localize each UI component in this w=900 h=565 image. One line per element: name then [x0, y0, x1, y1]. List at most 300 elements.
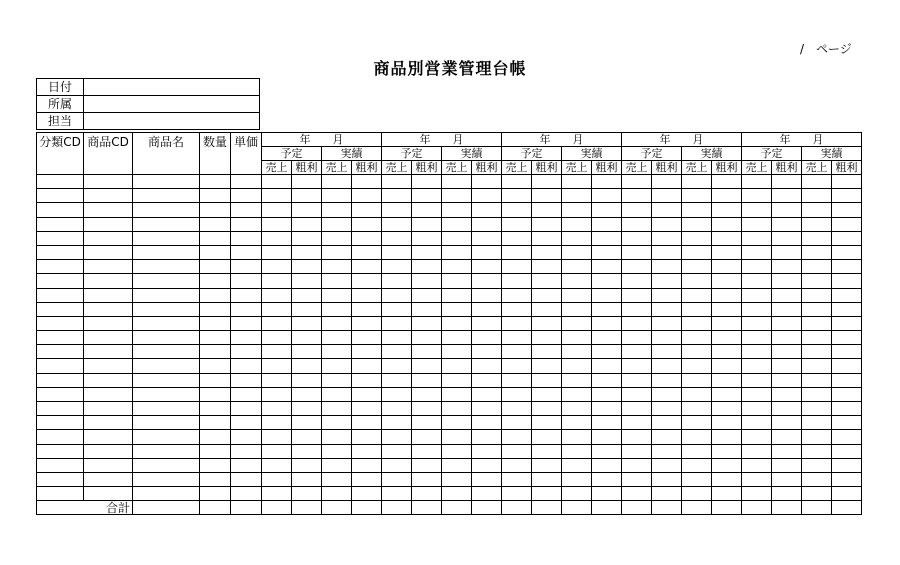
table-cell[interactable]: [652, 458, 682, 472]
table-cell[interactable]: [772, 430, 802, 444]
table-cell[interactable]: [352, 274, 382, 288]
table-cell[interactable]: [622, 416, 652, 430]
table-cell[interactable]: [442, 444, 472, 458]
table-cell[interactable]: [652, 288, 682, 302]
table-cell[interactable]: [472, 487, 502, 501]
table-cell[interactable]: [37, 316, 84, 330]
table-cell[interactable]: [292, 302, 322, 316]
table-cell[interactable]: [200, 359, 231, 373]
table-cell[interactable]: [292, 217, 322, 231]
table-cell[interactable]: [502, 331, 532, 345]
table-cell[interactable]: [652, 203, 682, 217]
table-cell[interactable]: [592, 316, 622, 330]
table-cell[interactable]: [682, 302, 712, 316]
table-cell[interactable]: [37, 444, 84, 458]
table-cell[interactable]: [133, 416, 200, 430]
table-cell[interactable]: [652, 345, 682, 359]
table-cell[interactable]: [502, 274, 532, 288]
total-cell[interactable]: [652, 501, 682, 515]
table-cell[interactable]: [322, 487, 352, 501]
table-cell[interactable]: [652, 430, 682, 444]
table-cell[interactable]: [772, 231, 802, 245]
table-cell[interactable]: [742, 458, 772, 472]
table-cell[interactable]: [682, 430, 712, 444]
table-cell[interactable]: [802, 444, 832, 458]
table-cell[interactable]: [622, 302, 652, 316]
table-cell[interactable]: [133, 444, 200, 458]
table-cell[interactable]: [832, 487, 862, 501]
table-cell[interactable]: [472, 217, 502, 231]
table-cell[interactable]: [84, 189, 133, 203]
table-cell[interactable]: [84, 416, 133, 430]
table-cell[interactable]: [262, 444, 292, 458]
table-cell[interactable]: [652, 487, 682, 501]
table-cell[interactable]: [712, 288, 742, 302]
table-cell[interactable]: [442, 387, 472, 401]
table-cell[interactable]: [502, 345, 532, 359]
table-cell[interactable]: [262, 288, 292, 302]
table-cell[interactable]: [292, 260, 322, 274]
table-cell[interactable]: [412, 288, 442, 302]
table-cell[interactable]: [412, 217, 442, 231]
table-cell[interactable]: [442, 231, 472, 245]
table-cell[interactable]: [200, 402, 231, 416]
table-cell[interactable]: [832, 331, 862, 345]
table-cell[interactable]: [622, 345, 652, 359]
table-cell[interactable]: [592, 373, 622, 387]
table-cell[interactable]: [472, 373, 502, 387]
table-cell[interactable]: [292, 402, 322, 416]
table-cell[interactable]: [37, 245, 84, 259]
table-cell[interactable]: [682, 416, 712, 430]
table-cell[interactable]: [382, 373, 412, 387]
table-cell[interactable]: [352, 472, 382, 486]
total-cell[interactable]: [231, 501, 262, 515]
table-cell[interactable]: [652, 245, 682, 259]
table-cell[interactable]: [200, 203, 231, 217]
table-cell[interactable]: [652, 416, 682, 430]
table-cell[interactable]: [133, 402, 200, 416]
table-cell[interactable]: [802, 245, 832, 259]
table-cell[interactable]: [442, 472, 472, 486]
table-cell[interactable]: [562, 345, 592, 359]
table-cell[interactable]: [292, 245, 322, 259]
table-cell[interactable]: [502, 316, 532, 330]
table-cell[interactable]: [712, 472, 742, 486]
table-cell[interactable]: [502, 402, 532, 416]
table-cell[interactable]: [562, 175, 592, 189]
table-cell[interactable]: [472, 472, 502, 486]
table-cell[interactable]: [231, 175, 262, 189]
table-cell[interactable]: [262, 430, 292, 444]
table-cell[interactable]: [200, 231, 231, 245]
table-cell[interactable]: [262, 472, 292, 486]
table-cell[interactable]: [742, 203, 772, 217]
table-cell[interactable]: [832, 359, 862, 373]
table-cell[interactable]: [562, 316, 592, 330]
table-cell[interactable]: [84, 359, 133, 373]
table-cell[interactable]: [442, 274, 472, 288]
table-cell[interactable]: [231, 458, 262, 472]
table-cell[interactable]: [262, 274, 292, 288]
table-cell[interactable]: [622, 373, 652, 387]
table-cell[interactable]: [412, 245, 442, 259]
table-cell[interactable]: [742, 373, 772, 387]
table-cell[interactable]: [472, 430, 502, 444]
table-cell[interactable]: [292, 288, 322, 302]
table-cell[interactable]: [292, 387, 322, 401]
table-cell[interactable]: [200, 430, 231, 444]
info-value-field[interactable]: [84, 79, 260, 96]
table-cell[interactable]: [592, 359, 622, 373]
table-cell[interactable]: [682, 487, 712, 501]
table-cell[interactable]: [622, 189, 652, 203]
table-cell[interactable]: [292, 203, 322, 217]
total-cell[interactable]: [133, 501, 200, 515]
table-cell[interactable]: [37, 231, 84, 245]
table-cell[interactable]: [133, 203, 200, 217]
table-cell[interactable]: [742, 288, 772, 302]
table-cell[interactable]: [322, 359, 352, 373]
table-cell[interactable]: [352, 402, 382, 416]
table-cell[interactable]: [832, 189, 862, 203]
total-cell[interactable]: [262, 501, 292, 515]
table-cell[interactable]: [622, 288, 652, 302]
table-cell[interactable]: [231, 217, 262, 231]
table-cell[interactable]: [472, 260, 502, 274]
table-cell[interactable]: [442, 331, 472, 345]
table-cell[interactable]: [382, 260, 412, 274]
table-cell[interactable]: [802, 175, 832, 189]
table-cell[interactable]: [292, 331, 322, 345]
info-value-field[interactable]: [84, 113, 260, 130]
table-cell[interactable]: [592, 487, 622, 501]
table-cell[interactable]: [412, 231, 442, 245]
table-cell[interactable]: [84, 260, 133, 274]
table-cell[interactable]: [652, 387, 682, 401]
table-cell[interactable]: [382, 487, 412, 501]
table-cell[interactable]: [382, 231, 412, 245]
table-cell[interactable]: [502, 387, 532, 401]
table-cell[interactable]: [200, 444, 231, 458]
table-cell[interactable]: [352, 487, 382, 501]
table-cell[interactable]: [592, 217, 622, 231]
table-cell[interactable]: [712, 189, 742, 203]
table-cell[interactable]: [200, 274, 231, 288]
table-cell[interactable]: [322, 402, 352, 416]
table-cell[interactable]: [712, 487, 742, 501]
table-cell[interactable]: [412, 203, 442, 217]
table-cell[interactable]: [231, 302, 262, 316]
table-cell[interactable]: [133, 458, 200, 472]
table-cell[interactable]: [133, 472, 200, 486]
table-cell[interactable]: [832, 217, 862, 231]
table-cell[interactable]: [37, 402, 84, 416]
total-cell[interactable]: [200, 501, 231, 515]
table-cell[interactable]: [652, 316, 682, 330]
table-cell[interactable]: [442, 217, 472, 231]
table-cell[interactable]: [682, 472, 712, 486]
table-cell[interactable]: [84, 288, 133, 302]
table-cell[interactable]: [352, 430, 382, 444]
table-cell[interactable]: [37, 416, 84, 430]
table-cell[interactable]: [37, 430, 84, 444]
table-cell[interactable]: [622, 231, 652, 245]
table-cell[interactable]: [502, 416, 532, 430]
total-cell[interactable]: [472, 501, 502, 515]
table-cell[interactable]: [133, 245, 200, 259]
table-cell[interactable]: [592, 189, 622, 203]
table-cell[interactable]: [442, 245, 472, 259]
table-cell[interactable]: [562, 472, 592, 486]
table-cell[interactable]: [682, 331, 712, 345]
table-cell[interactable]: [532, 245, 562, 259]
table-cell[interactable]: [622, 274, 652, 288]
table-cell[interactable]: [652, 444, 682, 458]
table-cell[interactable]: [772, 487, 802, 501]
table-cell[interactable]: [200, 189, 231, 203]
table-cell[interactable]: [562, 402, 592, 416]
table-cell[interactable]: [382, 402, 412, 416]
table-cell[interactable]: [772, 402, 802, 416]
table-cell[interactable]: [742, 387, 772, 401]
table-cell[interactable]: [502, 302, 532, 316]
table-cell[interactable]: [322, 373, 352, 387]
table-cell[interactable]: [472, 231, 502, 245]
table-cell[interactable]: [532, 260, 562, 274]
table-cell[interactable]: [532, 416, 562, 430]
table-cell[interactable]: [292, 175, 322, 189]
table-cell[interactable]: [133, 260, 200, 274]
table-cell[interactable]: [652, 373, 682, 387]
table-cell[interactable]: [772, 260, 802, 274]
table-cell[interactable]: [382, 316, 412, 330]
table-cell[interactable]: [292, 472, 322, 486]
table-cell[interactable]: [352, 373, 382, 387]
table-cell[interactable]: [322, 245, 352, 259]
table-cell[interactable]: [682, 231, 712, 245]
table-cell[interactable]: [772, 373, 802, 387]
table-cell[interactable]: [772, 245, 802, 259]
table-cell[interactable]: [802, 458, 832, 472]
table-cell[interactable]: [322, 458, 352, 472]
info-value-field[interactable]: [84, 96, 260, 113]
table-cell[interactable]: [742, 231, 772, 245]
table-cell[interactable]: [382, 245, 412, 259]
table-cell[interactable]: [802, 331, 832, 345]
table-cell[interactable]: [712, 430, 742, 444]
table-cell[interactable]: [832, 274, 862, 288]
table-cell[interactable]: [382, 288, 412, 302]
table-cell[interactable]: [682, 175, 712, 189]
table-cell[interactable]: [292, 316, 322, 330]
table-cell[interactable]: [682, 260, 712, 274]
table-cell[interactable]: [442, 416, 472, 430]
table-cell[interactable]: [832, 260, 862, 274]
table-cell[interactable]: [231, 203, 262, 217]
table-cell[interactable]: [84, 274, 133, 288]
table-cell[interactable]: [472, 316, 502, 330]
table-cell[interactable]: [412, 373, 442, 387]
table-cell[interactable]: [322, 288, 352, 302]
table-cell[interactable]: [382, 472, 412, 486]
total-cell[interactable]: [442, 501, 472, 515]
table-cell[interactable]: [622, 245, 652, 259]
table-cell[interactable]: [502, 288, 532, 302]
table-cell[interactable]: [772, 472, 802, 486]
table-cell[interactable]: [442, 345, 472, 359]
table-cell[interactable]: [292, 274, 322, 288]
table-cell[interactable]: [200, 458, 231, 472]
table-cell[interactable]: [742, 274, 772, 288]
table-cell[interactable]: [412, 472, 442, 486]
table-cell[interactable]: [262, 245, 292, 259]
table-cell[interactable]: [832, 231, 862, 245]
table-cell[interactable]: [84, 231, 133, 245]
table-cell[interactable]: [412, 487, 442, 501]
table-cell[interactable]: [84, 245, 133, 259]
table-cell[interactable]: [200, 373, 231, 387]
table-cell[interactable]: [832, 387, 862, 401]
table-cell[interactable]: [502, 260, 532, 274]
table-cell[interactable]: [502, 373, 532, 387]
table-cell[interactable]: [832, 288, 862, 302]
table-cell[interactable]: [532, 387, 562, 401]
table-cell[interactable]: [442, 458, 472, 472]
table-cell[interactable]: [682, 203, 712, 217]
table-cell[interactable]: [382, 387, 412, 401]
table-cell[interactable]: [37, 203, 84, 217]
table-cell[interactable]: [84, 331, 133, 345]
table-cell[interactable]: [532, 487, 562, 501]
table-cell[interactable]: [352, 387, 382, 401]
table-cell[interactable]: [412, 416, 442, 430]
table-cell[interactable]: [832, 472, 862, 486]
table-cell[interactable]: [382, 331, 412, 345]
table-cell[interactable]: [231, 402, 262, 416]
table-cell[interactable]: [622, 203, 652, 217]
table-cell[interactable]: [532, 444, 562, 458]
table-cell[interactable]: [712, 274, 742, 288]
table-cell[interactable]: [322, 387, 352, 401]
table-cell[interactable]: [592, 444, 622, 458]
table-cell[interactable]: [382, 189, 412, 203]
table-cell[interactable]: [832, 416, 862, 430]
table-cell[interactable]: [262, 487, 292, 501]
table-cell[interactable]: [412, 430, 442, 444]
table-cell[interactable]: [472, 444, 502, 458]
table-cell[interactable]: [562, 288, 592, 302]
table-cell[interactable]: [352, 302, 382, 316]
table-cell[interactable]: [682, 274, 712, 288]
table-cell[interactable]: [133, 302, 200, 316]
table-cell[interactable]: [262, 331, 292, 345]
table-cell[interactable]: [472, 189, 502, 203]
table-cell[interactable]: [231, 316, 262, 330]
total-cell[interactable]: [562, 501, 592, 515]
table-cell[interactable]: [84, 217, 133, 231]
table-cell[interactable]: [352, 245, 382, 259]
table-cell[interactable]: [742, 345, 772, 359]
table-cell[interactable]: [772, 345, 802, 359]
table-cell[interactable]: [231, 331, 262, 345]
table-cell[interactable]: [472, 175, 502, 189]
table-cell[interactable]: [412, 359, 442, 373]
table-cell[interactable]: [37, 387, 84, 401]
table-cell[interactable]: [532, 472, 562, 486]
table-cell[interactable]: [84, 316, 133, 330]
table-cell[interactable]: [412, 189, 442, 203]
table-cell[interactable]: [742, 472, 772, 486]
table-cell[interactable]: [84, 345, 133, 359]
table-cell[interactable]: [133, 487, 200, 501]
table-cell[interactable]: [802, 487, 832, 501]
table-cell[interactable]: [262, 203, 292, 217]
table-cell[interactable]: [592, 331, 622, 345]
table-cell[interactable]: [592, 472, 622, 486]
table-cell[interactable]: [502, 245, 532, 259]
table-cell[interactable]: [37, 331, 84, 345]
table-cell[interactable]: [37, 189, 84, 203]
table-cell[interactable]: [322, 189, 352, 203]
total-cell[interactable]: [772, 501, 802, 515]
table-cell[interactable]: [532, 316, 562, 330]
table-cell[interactable]: [262, 260, 292, 274]
table-cell[interactable]: [322, 430, 352, 444]
table-cell[interactable]: [352, 217, 382, 231]
table-cell[interactable]: [262, 373, 292, 387]
table-cell[interactable]: [442, 203, 472, 217]
table-cell[interactable]: [322, 302, 352, 316]
total-cell[interactable]: [292, 501, 322, 515]
table-cell[interactable]: [472, 416, 502, 430]
table-cell[interactable]: [592, 387, 622, 401]
total-cell[interactable]: [802, 501, 832, 515]
total-cell[interactable]: [742, 501, 772, 515]
table-cell[interactable]: [231, 231, 262, 245]
table-cell[interactable]: [592, 430, 622, 444]
table-cell[interactable]: [562, 444, 592, 458]
table-cell[interactable]: [322, 217, 352, 231]
table-cell[interactable]: [262, 217, 292, 231]
table-cell[interactable]: [37, 359, 84, 373]
table-cell[interactable]: [802, 274, 832, 288]
table-cell[interactable]: [133, 288, 200, 302]
table-cell[interactable]: [772, 316, 802, 330]
table-cell[interactable]: [532, 217, 562, 231]
table-cell[interactable]: [292, 359, 322, 373]
table-cell[interactable]: [562, 430, 592, 444]
table-cell[interactable]: [412, 458, 442, 472]
table-cell[interactable]: [712, 331, 742, 345]
total-cell[interactable]: [352, 501, 382, 515]
table-cell[interactable]: [562, 302, 592, 316]
table-cell[interactable]: [231, 416, 262, 430]
table-cell[interactable]: [231, 274, 262, 288]
table-cell[interactable]: [562, 387, 592, 401]
table-cell[interactable]: [712, 387, 742, 401]
table-cell[interactable]: [772, 331, 802, 345]
table-cell[interactable]: [802, 472, 832, 486]
table-cell[interactable]: [532, 231, 562, 245]
table-cell[interactable]: [832, 430, 862, 444]
table-cell[interactable]: [382, 217, 412, 231]
table-cell[interactable]: [382, 430, 412, 444]
table-cell[interactable]: [622, 316, 652, 330]
table-cell[interactable]: [133, 231, 200, 245]
table-cell[interactable]: [84, 458, 133, 472]
table-cell[interactable]: [532, 288, 562, 302]
